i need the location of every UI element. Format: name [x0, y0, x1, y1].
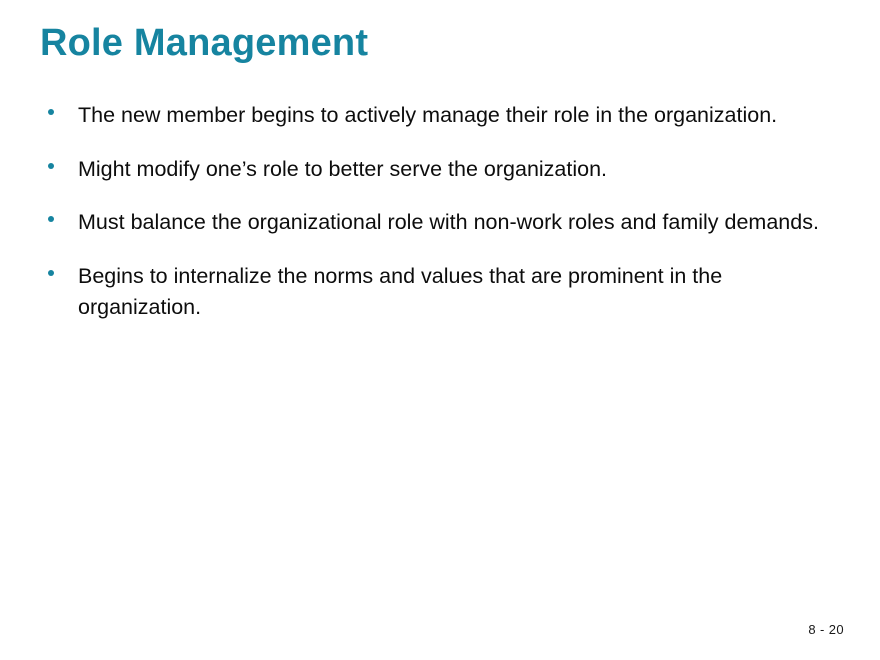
list-item-text: The new member begins to actively manage their role in the organization. — [78, 103, 778, 127]
bullet-dot-icon — [48, 270, 54, 276]
list-item — [40, 100, 840, 132]
bullet-dot-icon — [48, 216, 54, 222]
list-item-text: Begins to internalize the norms and values that are prominent in the organization. — [78, 263, 723, 320]
bullet-dot-icon — [48, 109, 54, 115]
bullet-list — [40, 100, 840, 324]
list-item-text: Must balance the organizational role with non-work roles and family demands. — [78, 210, 819, 235]
bullet-dot-icon — [48, 163, 54, 169]
list-item — [40, 261, 840, 324]
page-title: Role Management — [40, 22, 369, 64]
page-number: 8 - 20 — [808, 622, 844, 637]
list-item-text: Might modify one’s role to better serve the organization. — [78, 156, 608, 181]
list-item — [40, 207, 840, 239]
list-item — [40, 154, 840, 186]
